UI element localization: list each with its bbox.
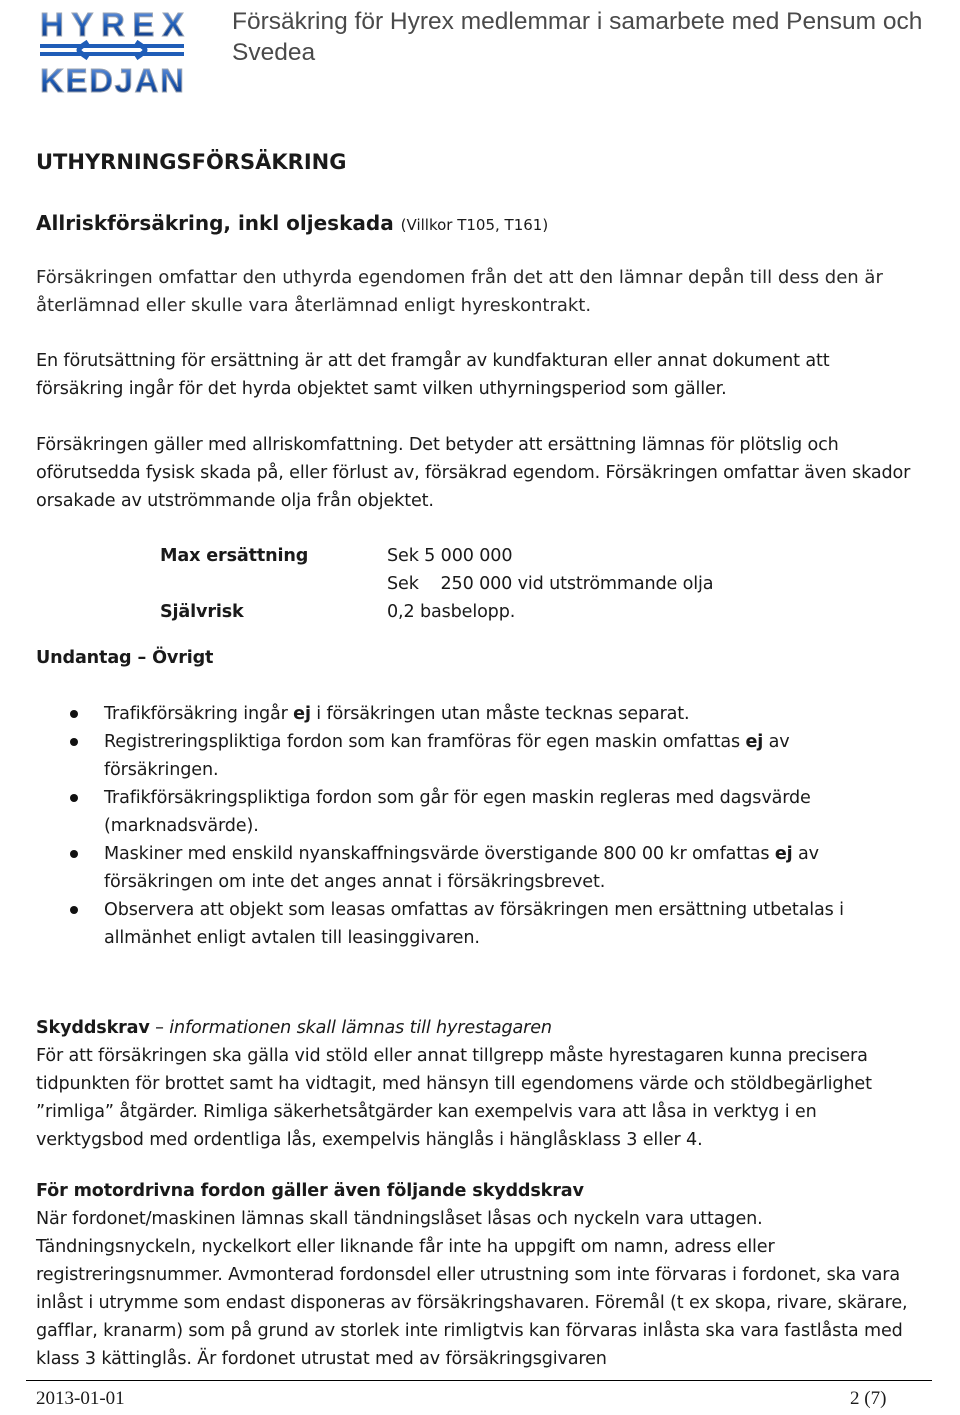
list-item: Trafikförsäkring ingår ej i försäkringen utan måste tecknas separat. <box>36 700 896 728</box>
paragraph-coverage-period: Försäkringen omfattar den uthyrda egendomen från det att den lämnar depån till dess den är återlämnad eller skulle vara återlämnad enligt hyreskontrakt. <box>36 267 883 316</box>
protection-heading: Skyddskrav – informationen skall lämnas till hyrestagaren <box>36 1018 552 1038</box>
deductible-label: Självrisk <box>160 602 244 622</box>
exceptions-heading: Undantag – Övrigt <box>36 648 214 668</box>
exceptions-list <box>36 700 896 952</box>
footer-page-number: 2 (7) <box>850 1388 887 1409</box>
bullet-icon <box>70 906 78 914</box>
bullet-icon <box>70 850 78 858</box>
section-subheading <box>36 211 548 235</box>
bullet-icon <box>70 738 78 746</box>
logo-top-text: HYREX <box>40 6 184 43</box>
vehicles-heading: För motordrivna fordon gäller även följande skyddskrav <box>36 1181 584 1201</box>
list-item: Maskiner med enskild nyanskaffningsvärde överstigande 800 00 kr omfattas ej av försäkringen om inte det anges annat i försäkringsbrevet. <box>36 840 896 896</box>
subheading-terms: (Villkor T105, T161) <box>400 216 549 234</box>
hyrex-kedjan-logo <box>36 6 188 96</box>
max-compensation-label: Max ersättning <box>160 546 309 566</box>
paragraph-condition: En förutsättning för ersättning är att det framgår av kundfakturan eller annat dokument att försäkring ingår för det hyrda objektet samt vilken uthyrningsperiod som gäller. <box>36 351 830 399</box>
protection-text: För att försäkringen ska gälla vid stöld eller annat tillgrepp måste hyrestagaren kunna precisera tidpunkten för brottet samt ha vidtagit, med hänsyn till egendomens värde och stöldbegärlighet ”rimliga” åtgärder. Rimliga säkerhetsåtgärder kan exempelvis vara att låsa in verktyg i en verktygsbod med ordentliga lås, exempelvis hänglås i hänglåsklass 3 eller 4. <box>36 1046 872 1150</box>
max-compensation-value: Sek 5 000 000 <box>387 546 513 566</box>
logo-bottom-text: KEDJAN <box>40 62 184 96</box>
bullet-icon <box>70 794 78 802</box>
paragraph-scope: Försäkringen gäller med allriskomfattning. Det betyder att ersättning lämnas för plötslig och oförutsedda fysisk skada på, eller förlust av, försäkrad egendom. Försäkringen omfattar även skador orsakade av utströmmande olja från objektet. <box>36 435 911 511</box>
oil-compensation-value: Sek 250 000 vid utströmmande olja <box>387 574 714 594</box>
deductible-value: 0,2 basbelopp. <box>387 602 516 622</box>
footer-divider <box>26 1380 932 1381</box>
page-heading: UTHYRNINGSFÖRSÄKRING <box>36 150 347 174</box>
document-header-title: Försäkring för Hyrex medlemmar i samarbete med Pensum och Svedea <box>232 8 923 66</box>
list-item: Observera att objekt som leasas omfattas av försäkringen men ersättning utbetalas i allmänhet enligt avtalen till leasinggivaren. <box>36 896 896 952</box>
list-item: Registreringspliktiga fordon som kan framföras för egen maskin omfattas ej av försäkringen. <box>36 728 896 784</box>
vehicles-text: När fordonet/maskinen lämnas skall tändningslåset låsas och nyckeln vara uttagen. Tändningsnyckeln, nyckelkort eller liknande får inte ha uppgift om namn, adress eller registreringsnummer. Avmonterad fordonsdel eller utrustning som inte förvaras i fordonet, ska vara inlåst i utrymme som endast disponeras av försäkringshavaren. Föremål (t ex skopa, rivare, skärare, gafflar, kranarm) som på grund av storlek inte rimligtvis kan förvaras inlåsta ska vara fastlåsta med klass 3 kättinglås. Är fordonet utrustat med av försäkringsgivaren <box>36 1209 908 1369</box>
list-item: Trafikförsäkringspliktiga fordon som går för egen maskin regleras med dagsvärde (marknadsvärde). <box>36 784 896 840</box>
subheading-main: Allriskförsäkring, inkl oljeskada <box>36 211 394 235</box>
footer-date: 2013-01-01 <box>36 1388 125 1409</box>
bullet-icon <box>70 710 78 718</box>
